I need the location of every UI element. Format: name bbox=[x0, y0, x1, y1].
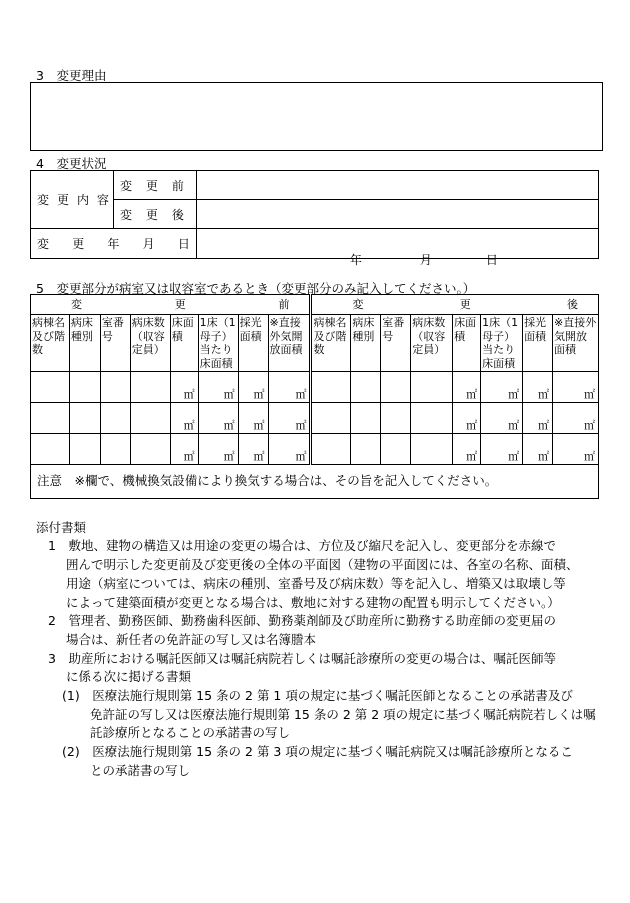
after-content-field[interactable] bbox=[196, 200, 598, 229]
unit-cell[interactable]: ㎡ bbox=[268, 372, 311, 403]
attachment-line: 2 管理者、勤務医師、勤務歯科医師、勤務薬剤師及び助産所に勤務する助産師の変更届の bbox=[48, 613, 556, 628]
section4-title: 4 変更状況 bbox=[36, 156, 107, 171]
data-cell[interactable] bbox=[130, 372, 170, 403]
data-cell[interactable] bbox=[351, 434, 381, 465]
change-status-table bbox=[30, 170, 599, 267]
unit-cell[interactable]: ㎡ bbox=[481, 403, 523, 434]
unit-cell[interactable]: ㎡ bbox=[170, 372, 198, 403]
column-header: 1床（1母子）当たり床面積 bbox=[198, 315, 238, 372]
unit-cell[interactable]: ㎡ bbox=[170, 434, 198, 465]
column-header: 床面積 bbox=[453, 315, 481, 372]
data-cell[interactable] bbox=[411, 403, 453, 434]
unit-cell[interactable]: ㎡ bbox=[553, 434, 599, 465]
attachment-line: 3 助産所における嘱託医師又は嘱託病院若しくは嘱託診療所の変更の場合は、嘱託医師等 bbox=[48, 651, 556, 666]
data-cell[interactable] bbox=[351, 372, 381, 403]
data-cell[interactable] bbox=[69, 372, 100, 403]
data-cell[interactable] bbox=[100, 434, 130, 465]
column-header: 室番号 bbox=[381, 315, 411, 372]
change-reason-field[interactable] bbox=[30, 82, 603, 151]
unit-cell[interactable]: ㎡ bbox=[453, 403, 481, 434]
before-header-cell bbox=[31, 295, 311, 315]
date-label: 変 更 年 月 日 bbox=[37, 237, 190, 251]
column-header: ※直接外気開放面積 bbox=[553, 315, 599, 372]
unit-cell[interactable]: ㎡ bbox=[481, 372, 523, 403]
unit-cell[interactable]: ㎡ bbox=[198, 403, 238, 434]
data-cell[interactable] bbox=[31, 372, 70, 403]
data-cell[interactable] bbox=[311, 372, 351, 403]
after-header: 変 更 後 bbox=[352, 297, 578, 311]
column-header: 室番号 bbox=[100, 315, 130, 372]
data-cell[interactable] bbox=[100, 372, 130, 403]
data-cell[interactable] bbox=[311, 403, 351, 434]
column-header: 床面積 bbox=[170, 315, 198, 372]
data-cell[interactable] bbox=[31, 434, 70, 465]
attachment-line: 託診療所となることの承諾書の写し bbox=[90, 725, 291, 740]
after-label: 変 更 後 bbox=[119, 207, 184, 222]
column-header: 病棟名及び階数 bbox=[311, 315, 351, 372]
content-label-cell bbox=[31, 171, 114, 229]
after-label-cell bbox=[113, 200, 196, 229]
change-date-field[interactable] bbox=[196, 229, 598, 267]
column-header: 採光面積 bbox=[523, 315, 553, 372]
section5-title: 5 変更部分が病室又は収容室であるとき（変更部分のみ記入してください。） bbox=[36, 281, 476, 296]
column-header: 病床種別 bbox=[351, 315, 381, 372]
unit-cell[interactable]: ㎡ bbox=[523, 434, 553, 465]
before-label-cell bbox=[113, 171, 196, 200]
unit-cell[interactable]: ㎡ bbox=[170, 403, 198, 434]
attachment-line: 用途（病室については、病床の種別、室番号及び病床数）等を記入し、増築又は取壊し等 bbox=[66, 576, 566, 591]
data-cell[interactable] bbox=[130, 403, 170, 434]
before-label: 変 更 前 bbox=[119, 178, 184, 193]
unit-cell[interactable]: ㎡ bbox=[268, 434, 311, 465]
unit-cell[interactable]: ㎡ bbox=[523, 403, 553, 434]
data-cell[interactable] bbox=[130, 434, 170, 465]
data-cell[interactable] bbox=[69, 434, 100, 465]
unit-cell[interactable]: ㎡ bbox=[553, 403, 599, 434]
attachment-line: に係る次に掲げる書類 bbox=[66, 669, 192, 684]
unit-cell[interactable]: ㎡ bbox=[553, 372, 599, 403]
attachment-line: 1 敷地、建物の構造又は用途の変更の場合は、方位及び縮尺を記入し、変更部分を赤線で bbox=[48, 538, 556, 553]
room-change-table bbox=[30, 294, 599, 499]
data-cell[interactable] bbox=[381, 372, 411, 403]
unit-cell[interactable]: ㎡ bbox=[238, 372, 268, 403]
data-cell[interactable] bbox=[100, 403, 130, 434]
column-header: 病床数（収容定員） bbox=[411, 315, 453, 372]
unit-cell[interactable]: ㎡ bbox=[198, 372, 238, 403]
date-label-cell bbox=[31, 229, 197, 259]
data-cell[interactable] bbox=[311, 434, 351, 465]
attachments-title: 添付書類 bbox=[36, 520, 87, 535]
attachment-line: 場合は、新任者の免許証の写し又は名簿謄本 bbox=[66, 632, 317, 647]
column-header: 1床（1母子）当たり床面積 bbox=[481, 315, 523, 372]
after-header-cell bbox=[311, 295, 599, 315]
column-header: 病床種別 bbox=[69, 315, 100, 372]
section3-title: 3 変更理由 bbox=[36, 68, 107, 83]
content-label: 変 更 内 容 bbox=[37, 193, 109, 207]
unit-cell[interactable]: ㎡ bbox=[481, 434, 523, 465]
unit-cell[interactable]: ㎡ bbox=[238, 434, 268, 465]
table-row bbox=[31, 372, 599, 403]
data-cell[interactable] bbox=[381, 403, 411, 434]
attachment-line: 囲んで明示した変更前及び変更後の全体の平面図（建物の平面図には、各室の名称、面積、 bbox=[66, 557, 579, 572]
attachment-line: 免許証の写し又は医療法施行規則第 15 条の 2 第 2 項の規定に基づく嘱託病院若しくは嘱 bbox=[90, 707, 596, 722]
unit-cell[interactable]: ㎡ bbox=[453, 372, 481, 403]
unit-cell[interactable]: ㎡ bbox=[523, 372, 553, 403]
attachment-line: (1) 医療法施行規則第 15 条の 2 第 1 項の規定に基づく嘱託医師となることの承諾書及び bbox=[62, 688, 573, 703]
note-cell: 注意 ※欄で、機械換気設備により換気する場合は、その旨を記入してください。 bbox=[31, 465, 599, 499]
table-row bbox=[31, 434, 599, 465]
attachment-line: との承諾書の写し bbox=[90, 763, 191, 778]
unit-cell[interactable]: ㎡ bbox=[198, 434, 238, 465]
data-cell[interactable] bbox=[31, 403, 70, 434]
unit-cell[interactable]: ㎡ bbox=[268, 403, 311, 434]
column-header: 採光面積 bbox=[238, 315, 268, 372]
column-header: ※直接外気開放面積 bbox=[268, 315, 311, 372]
column-header: 病棟名及び階数 bbox=[31, 315, 70, 372]
data-cell[interactable] bbox=[381, 434, 411, 465]
table-row bbox=[31, 403, 599, 434]
date-day: 日 bbox=[485, 252, 498, 267]
before-content-field[interactable] bbox=[196, 171, 598, 200]
data-cell[interactable] bbox=[411, 372, 453, 403]
attachment-line: によって建築面積が変更となる場合は、敷地に対する建物の配置も明示してください。） bbox=[66, 595, 560, 610]
data-cell[interactable] bbox=[69, 403, 100, 434]
date-month: 月 bbox=[419, 252, 432, 267]
unit-cell[interactable]: ㎡ bbox=[238, 403, 268, 434]
attachment-line: (2) 医療法施行規則第 15 条の 2 第 3 項の規定に基づく嘱託病院又は嘱託診療所となるこ bbox=[62, 744, 573, 759]
date-year: 年 bbox=[349, 252, 362, 267]
before-header: 変 更 前 bbox=[71, 297, 290, 311]
unit-cell[interactable]: ㎡ bbox=[453, 434, 481, 465]
data-cell[interactable] bbox=[411, 434, 453, 465]
data-cell[interactable] bbox=[351, 403, 381, 434]
column-header: 病床数（収容定員） bbox=[130, 315, 170, 372]
